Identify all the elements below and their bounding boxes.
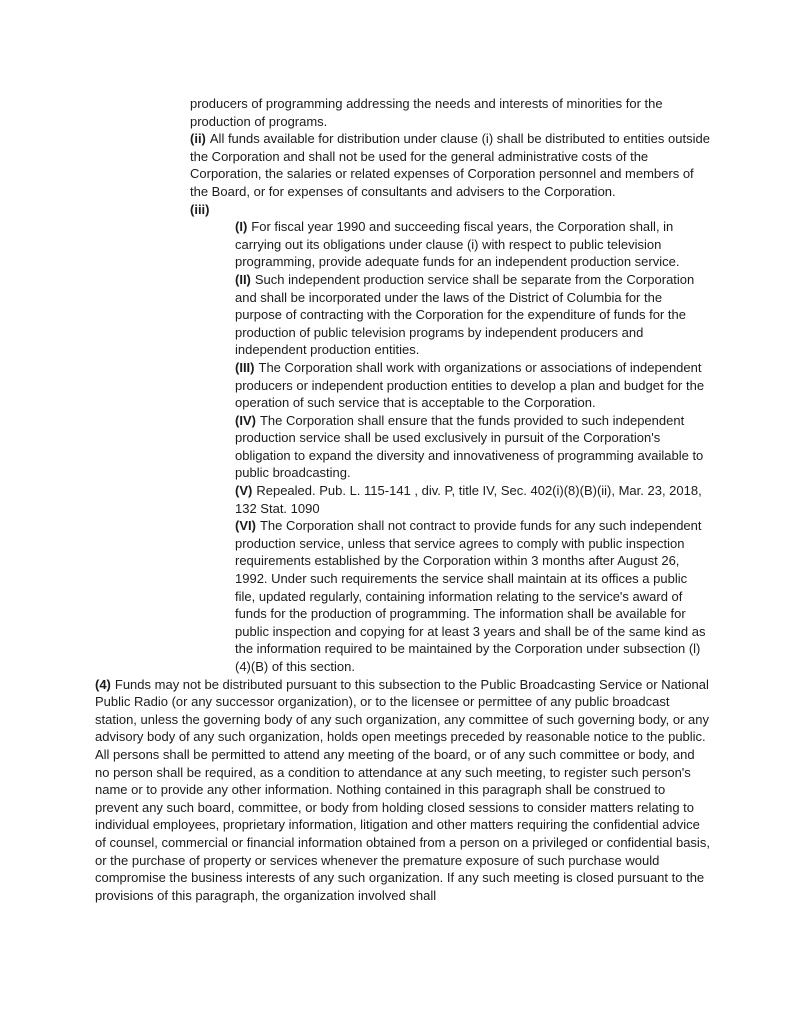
clause-label: (iii) xyxy=(190,201,210,217)
paragraph-text: The Corporation shall work with organizations or associations of independent producers or independent production entities to develop a plan and budget for the operation of such service that is acceptable to the Corporation. xyxy=(235,359,705,411)
paragraph-text: producers of programming addressing the needs and interests of minorities for the production of programs. xyxy=(190,96,663,129)
clause-label: (ii) xyxy=(190,131,206,147)
paragraph-subclause-II xyxy=(235,271,710,359)
paragraph-text: For fiscal year 1990 and succeeding fiscal years, the Corporation shall, in carrying out its obligations under clause (i) with respect to public television programming, provide adequate funds for an independent production service. xyxy=(235,219,680,270)
subclause-label: (VI) xyxy=(235,518,256,534)
paragraph-subclause-VI xyxy=(235,517,710,675)
paragraph-4 xyxy=(95,676,710,905)
paragraph-continuation xyxy=(190,95,710,130)
paragraph-text: All funds available for distribution under clause (i) shall be distributed to entities outside the Corporation and shall not be used for the general administrative costs of the Corporation, the salaries or related expenses of Corporation personnel and members of the Board, or for expenses of consultants and advisers to the Corporation. xyxy=(190,131,710,199)
paragraph-clause-iii xyxy=(190,201,710,219)
paragraph-text: The Corporation shall ensure that the funds provided to such independent production service shall be used exclusively in pursuit of the Corporation's obligation to expand the diversity and innovativeness of programming available to public broadcasting. xyxy=(235,412,704,481)
paragraph-label: (4) xyxy=(95,676,111,692)
subclause-label: (III) xyxy=(235,359,255,375)
paragraph-subclause-I xyxy=(235,218,710,271)
paragraph-text: Repealed. Pub. L. 115-141 , div. P, title IV, Sec. 402(i)(8)(B)(ii), Mar. 23, 2018, 132 Stat. 1090 xyxy=(235,483,702,516)
paragraph-clause-ii xyxy=(190,130,710,200)
subclause-label: (II) xyxy=(235,271,251,287)
subclause-label: (I) xyxy=(235,219,248,235)
subclause-label: (V) xyxy=(235,483,253,499)
paragraph-subclause-IV xyxy=(235,412,710,482)
paragraph-text: The Corporation shall not contract to provide funds for any such independent production service, unless that service agrees to comply with public inspection requirements established by the Corporation within 3 months after August 26, 1992. Under such requirements the service shall maintain at its offices a public file, updated regularly, containing information relating to the service's award of funds for the production of programming. The information shall be available for public inspection and copying for at least 3 years and shall be of the same kind as the information required to be maintained by the Corporation under subsection (l)(4)(B) of this section. xyxy=(235,518,706,674)
subclause-label: (IV) xyxy=(235,412,256,428)
paragraph-text: Such independent production service shall be separate from the Corporation and shall be incorporated under the laws of the District of Columbia for the purpose of contracting with the Corporation for the expenditure of funds for the production of public television programs by independent producers and independent production entities. xyxy=(235,271,695,358)
paragraph-subclause-V xyxy=(235,482,710,517)
paragraph-subclause-III xyxy=(235,359,710,412)
paragraph-text: Funds may not be distributed pursuant to this subsection to the Public Broadcasting Service or National Public Radio (or any successor organization), or to the licensee or permittee of any public broadcast station, unless the governing body of any such organization, any committee of such governing body, or any advisory body of any such organization, holds open meetings preceded by reasonable notice to the public. All persons shall be permitted to attend any meeting of the board, or of any such committee or body, and no person shall be required, as a condition to attendance at any such meeting, to register such person's name or to provide any other information. Nothing contained in this paragraph shall be construed to prevent any such board, committee, or body from holding closed sessions to consider matters relating to individual employees, proprietary information, litigation and other matters requiring the confidential advice of counsel, commercial or financial information obtained from a person on a privileged or confidential basis, or the purchase of property or services whenever the premature exposure of such purchase would compromise the business interests of any such organization. If any such meeting is closed pursuant to the provisions of this paragraph, the organization involved shall xyxy=(95,676,710,903)
